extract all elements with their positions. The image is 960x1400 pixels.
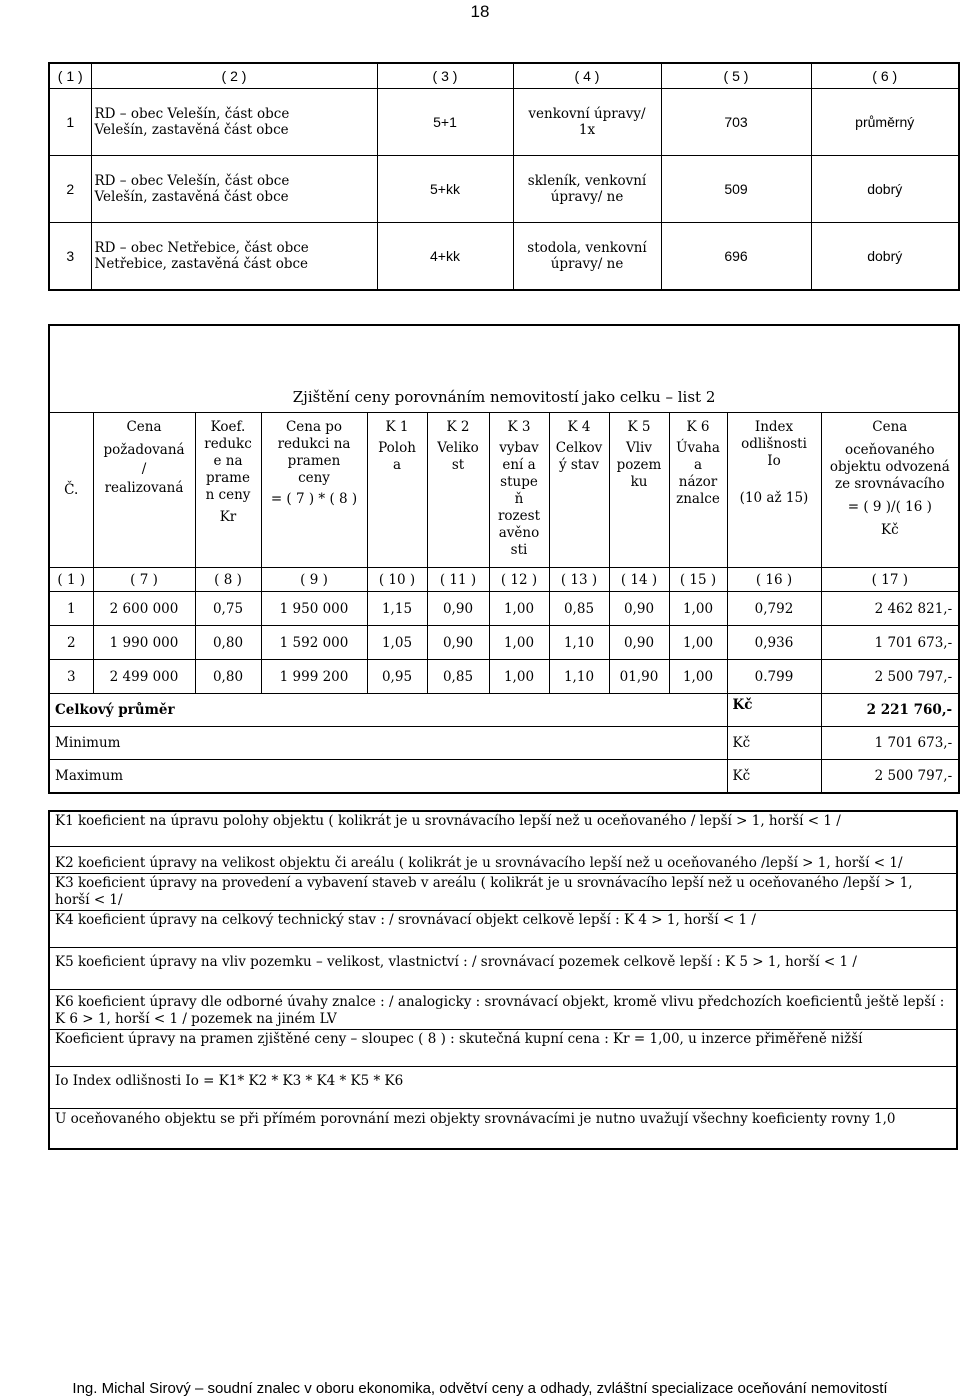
header-line: n ceny <box>205 487 251 503</box>
area: 696 <box>661 223 811 291</box>
header-line: Cena po <box>285 419 343 435</box>
header-line: Koef. <box>210 419 246 435</box>
header-line: stupe <box>500 474 538 490</box>
cell: 1,00 <box>669 660 727 694</box>
header-cell: ( 2 ) <box>91 63 377 89</box>
col-number: ( 12 ) <box>489 568 549 592</box>
header-line: názor <box>678 474 718 490</box>
cell: 1,00 <box>489 592 549 626</box>
header-line: Kč <box>880 522 899 538</box>
header-line: Kr <box>219 509 237 525</box>
cell: 0,90 <box>609 592 669 626</box>
cell: 1,00 <box>669 626 727 660</box>
header-line: a <box>392 457 402 473</box>
price-comparison-table <box>48 324 960 794</box>
legend-text: K6 koeficient úpravy dle odborné úvahy znalce : / analogicky : srovnávací objekt, kromě vlivu předchozích koeficientů ještě lepší : K 6 > 1, horší < 1 / pozemek na jiném LV <box>49 990 957 1030</box>
header-line: oceňovaného <box>844 442 935 458</box>
header-line: prame <box>206 470 250 486</box>
description-line: Velešín, zastavěná část obce <box>94 122 289 138</box>
col-head-k1 <box>367 413 427 568</box>
comparison-objects-table <box>48 62 960 291</box>
col-head-derived-price <box>821 413 959 568</box>
extras-line: venkovní úpravy/ <box>528 106 646 122</box>
col-number: ( 15 ) <box>669 568 727 592</box>
col-number: ( 8 ) <box>195 568 261 592</box>
cell: 1 701 673,- <box>821 626 959 660</box>
extras-line: stodola, venkovní <box>527 240 647 256</box>
cell: 0,85 <box>549 592 609 626</box>
summary-row-average <box>49 694 959 727</box>
legend-row <box>49 1067 957 1109</box>
cell: 0,936 <box>727 626 821 660</box>
cell: 2 500 797,- <box>821 660 959 694</box>
header-line: st <box>451 457 465 473</box>
table-row <box>49 156 959 223</box>
table-row <box>49 89 959 156</box>
col-head-price <box>93 413 195 568</box>
object-description <box>91 89 377 156</box>
legend-text: K2 koeficient úpravy na velikost objektu či areálu ( kolikrát je u srovnávacího lepší než u oceňovaného /lepší > 1, horší < 1/ <box>49 847 957 874</box>
column-header-row <box>49 413 959 568</box>
legend-text: Koeficient úpravy na pramen zjištěné ceny – sloupec ( 8 ) : skutečná kupní cena : Kr = 1,00, u inzerce přiměřeně nižší <box>49 1030 957 1067</box>
legend-row <box>49 1030 957 1067</box>
legend-text: K5 koeficient úpravy na vliv pozemku – velikost, vlastnictví : / srovnávací pozemek celkově lepší : K 5 > 1, horší < 1 / <box>49 948 957 990</box>
extras <box>513 156 661 223</box>
col-head-k5 <box>609 413 669 568</box>
area: 703 <box>661 89 811 156</box>
col-number: ( 13 ) <box>549 568 609 592</box>
header-line: realizovaná <box>104 480 184 496</box>
table-row <box>49 223 959 291</box>
header-line: pozem <box>616 457 662 473</box>
header-line: pramen <box>287 453 341 469</box>
cell: 01,90 <box>609 660 669 694</box>
header-cell: ( 4 ) <box>513 63 661 89</box>
header-line: ení a <box>502 457 536 473</box>
disposition: 5+kk <box>377 156 513 223</box>
header-line: Úvaha <box>676 440 720 456</box>
header-line: K 1 <box>385 419 409 435</box>
cell: 1,00 <box>669 592 727 626</box>
header-line: ň <box>514 491 524 507</box>
coefficient-legend-table <box>48 810 958 1150</box>
summary-label: Maximum <box>49 760 727 793</box>
summary-value-text: 2 221 760,- <box>866 702 953 718</box>
cell: 1,15 <box>367 592 427 626</box>
col-head-reduced-price <box>261 413 367 568</box>
description-line: Netřebice, zastavěná část obce <box>94 256 309 272</box>
extras-line: skleník, venkovní <box>527 173 647 189</box>
legend-row <box>49 874 957 911</box>
col-number: ( 7 ) <box>93 568 195 592</box>
table-row <box>49 626 959 660</box>
header-line: objektu odvozená <box>829 459 950 475</box>
legend-text: K4 koeficient úpravy na celkový technický stav : / srovnávací objekt celkově lepší : K 4 > 1, horší < 1 / <box>49 911 957 948</box>
header-line: K 5 <box>627 419 651 435</box>
extras <box>513 89 661 156</box>
header-line: vybav <box>499 440 539 456</box>
header-line: odlišnosti <box>741 436 807 452</box>
header-line: ze srovnávacího <box>834 476 945 492</box>
legend-text: K1 koeficient na úpravu polohy objektu ( kolikrát je u srovnávacího lepší než u oceňovaného / lepší > 1, horší < 1 / <box>49 811 957 847</box>
extras <box>513 223 661 291</box>
cell: 2 462 821,- <box>821 592 959 626</box>
legend-row <box>49 847 957 874</box>
header-line: K 2 <box>446 419 470 435</box>
row-number: 2 <box>49 156 91 223</box>
header-line: ý stav <box>559 457 599 473</box>
col-number: ( 11 ) <box>427 568 489 592</box>
summary-value <box>821 694 959 727</box>
header-line: Cena <box>872 419 908 435</box>
header-line: Poloh <box>378 440 416 456</box>
legend-row <box>49 1109 957 1150</box>
page-number: 18 <box>470 2 490 21</box>
row-number: 3 <box>49 223 91 291</box>
header-line: Index <box>754 419 794 435</box>
cell: 0,80 <box>195 626 261 660</box>
column-number-row <box>49 568 959 592</box>
summary-value: 2 500 797,- <box>821 760 959 793</box>
header-cell: ( 3 ) <box>377 63 513 89</box>
col-number: ( 10 ) <box>367 568 427 592</box>
header-line: ku <box>630 474 648 490</box>
table-row <box>49 660 959 694</box>
header-line: redukci na <box>277 436 351 452</box>
header-line: = ( 9 )/( 16 ) <box>847 499 932 515</box>
object-description <box>91 156 377 223</box>
header-cell: ( 5 ) <box>661 63 811 89</box>
header-line: požadovaná <box>103 442 185 458</box>
cell: 1 950 000 <box>261 592 367 626</box>
cell: 0,90 <box>427 592 489 626</box>
table-header-row <box>49 63 959 89</box>
header-line: = ( 7 ) * ( 8 ) <box>270 491 358 507</box>
summary-value: 1 701 673,- <box>821 727 959 760</box>
summary-row-maximum <box>49 760 959 793</box>
summary-currency-text: Kč <box>732 697 753 713</box>
legend-row <box>49 948 957 990</box>
col-head-k2 <box>427 413 489 568</box>
area: 509 <box>661 156 811 223</box>
col-number: ( 1 ) <box>49 568 93 592</box>
header-cell: ( 6 ) <box>811 63 959 89</box>
description-line: RD – obec Velešín, část obce <box>94 173 290 189</box>
cell: 0,85 <box>427 660 489 694</box>
header-cell: ( 1 ) <box>49 63 91 89</box>
cell: 1,05 <box>367 626 427 660</box>
row-number: 1 <box>49 89 91 156</box>
col-head-source-coef <box>195 413 261 568</box>
cell: 1 592 000 <box>261 626 367 660</box>
col-head-number: Č. <box>49 413 93 568</box>
legend-row <box>49 990 957 1030</box>
header-line: Io <box>767 453 781 469</box>
page-footer: Ing. Michal Sirový – soudní znalec v oboru ekonomika, odvětví ceny a odhady, zvláštní specializace oceňování nemovitostí <box>72 1380 888 1397</box>
table-title: Zjištění ceny porovnáním nemovitostí jako celku – list 2 <box>49 325 959 413</box>
header-line: znalce <box>676 491 720 507</box>
summary-label-text: Celkový průměr <box>55 702 175 718</box>
header-line: Cena <box>126 419 162 435</box>
cell: 1 999 200 <box>261 660 367 694</box>
object-description <box>91 223 377 291</box>
disposition: 4+kk <box>377 223 513 291</box>
cell: 0.799 <box>727 660 821 694</box>
col-number: ( 16 ) <box>727 568 821 592</box>
state: dobrý <box>811 223 959 291</box>
header-line: Celkov <box>555 440 603 456</box>
summary-currency: Kč <box>727 727 821 760</box>
extras-line: úpravy/ ne <box>550 256 624 272</box>
header-line: a <box>693 457 703 473</box>
col-number: ( 14 ) <box>609 568 669 592</box>
cell: 1,10 <box>549 626 609 660</box>
header-line: e na <box>213 453 243 469</box>
col-number: ( 17 ) <box>821 568 959 592</box>
cell: 2 <box>49 626 93 660</box>
description-line: RD – obec Netřebice, část obce <box>94 240 309 256</box>
header-line: K 6 <box>686 419 710 435</box>
legend-text: K3 koeficient úpravy na provedení a vybavení staveb v areálu ( kolikrát je u srovnávacího lepší než u oceňovaného /lepší > 1, horší < 1/ <box>49 874 957 911</box>
cell: 0,90 <box>609 626 669 660</box>
cell: 0,90 <box>427 626 489 660</box>
extras-line: 1x <box>578 122 596 138</box>
cell: 1 990 000 <box>93 626 195 660</box>
header-line: K 3 <box>507 419 531 435</box>
cell: 1,00 <box>489 660 549 694</box>
col-number: ( 9 ) <box>261 568 367 592</box>
header-line: redukc <box>204 436 252 452</box>
header-line: avěno <box>498 525 540 541</box>
extras-line: úpravy/ ne <box>550 189 624 205</box>
title-row <box>49 325 959 413</box>
state: průměrný <box>811 89 959 156</box>
header-line: / <box>141 461 147 477</box>
summary-currency: Kč <box>727 760 821 793</box>
description-line: Velešín, zastavěná část obce <box>94 189 289 205</box>
summary-label: Minimum <box>49 727 727 760</box>
col-head-k4 <box>549 413 609 568</box>
cell: 0,75 <box>195 592 261 626</box>
cell: 2 600 000 <box>93 592 195 626</box>
legend-row <box>49 811 957 847</box>
legend-text: U oceňovaného objektu se při přímém porovnání mezi objekty srovnávacími je nutno uvažují všechny koeficienty rovny 1,0 <box>49 1109 957 1150</box>
header-line: ceny <box>298 470 330 486</box>
summary-row-minimum <box>49 727 959 760</box>
description-line: RD – obec Velešín, část obce <box>94 106 290 122</box>
legend-text: Io Index odlišnosti Io = K1* K2 * K3 * K4 * K5 * K6 <box>49 1067 957 1109</box>
cell: 3 <box>49 660 93 694</box>
cell: 0,80 <box>195 660 261 694</box>
state: dobrý <box>811 156 959 223</box>
summary-currency <box>727 694 821 727</box>
header-line: (10 až 15) <box>739 490 809 506</box>
col-head-k3 <box>489 413 549 568</box>
header-line: Vliv <box>625 440 652 456</box>
col-head-k6 <box>669 413 727 568</box>
cell: 0,95 <box>367 660 427 694</box>
header-line: K 4 <box>567 419 591 435</box>
cell: 1,10 <box>549 660 609 694</box>
header-line: rozest <box>497 508 541 524</box>
cell: 2 499 000 <box>93 660 195 694</box>
disposition: 5+1 <box>377 89 513 156</box>
col-head-index <box>727 413 821 568</box>
header-line: sti <box>510 542 528 558</box>
summary-label <box>49 694 727 727</box>
legend-row <box>49 911 957 948</box>
header-line: Veliko <box>437 440 479 456</box>
cell: 1 <box>49 592 93 626</box>
table-row <box>49 592 959 626</box>
cell: 1,00 <box>489 626 549 660</box>
cell: 0,792 <box>727 592 821 626</box>
